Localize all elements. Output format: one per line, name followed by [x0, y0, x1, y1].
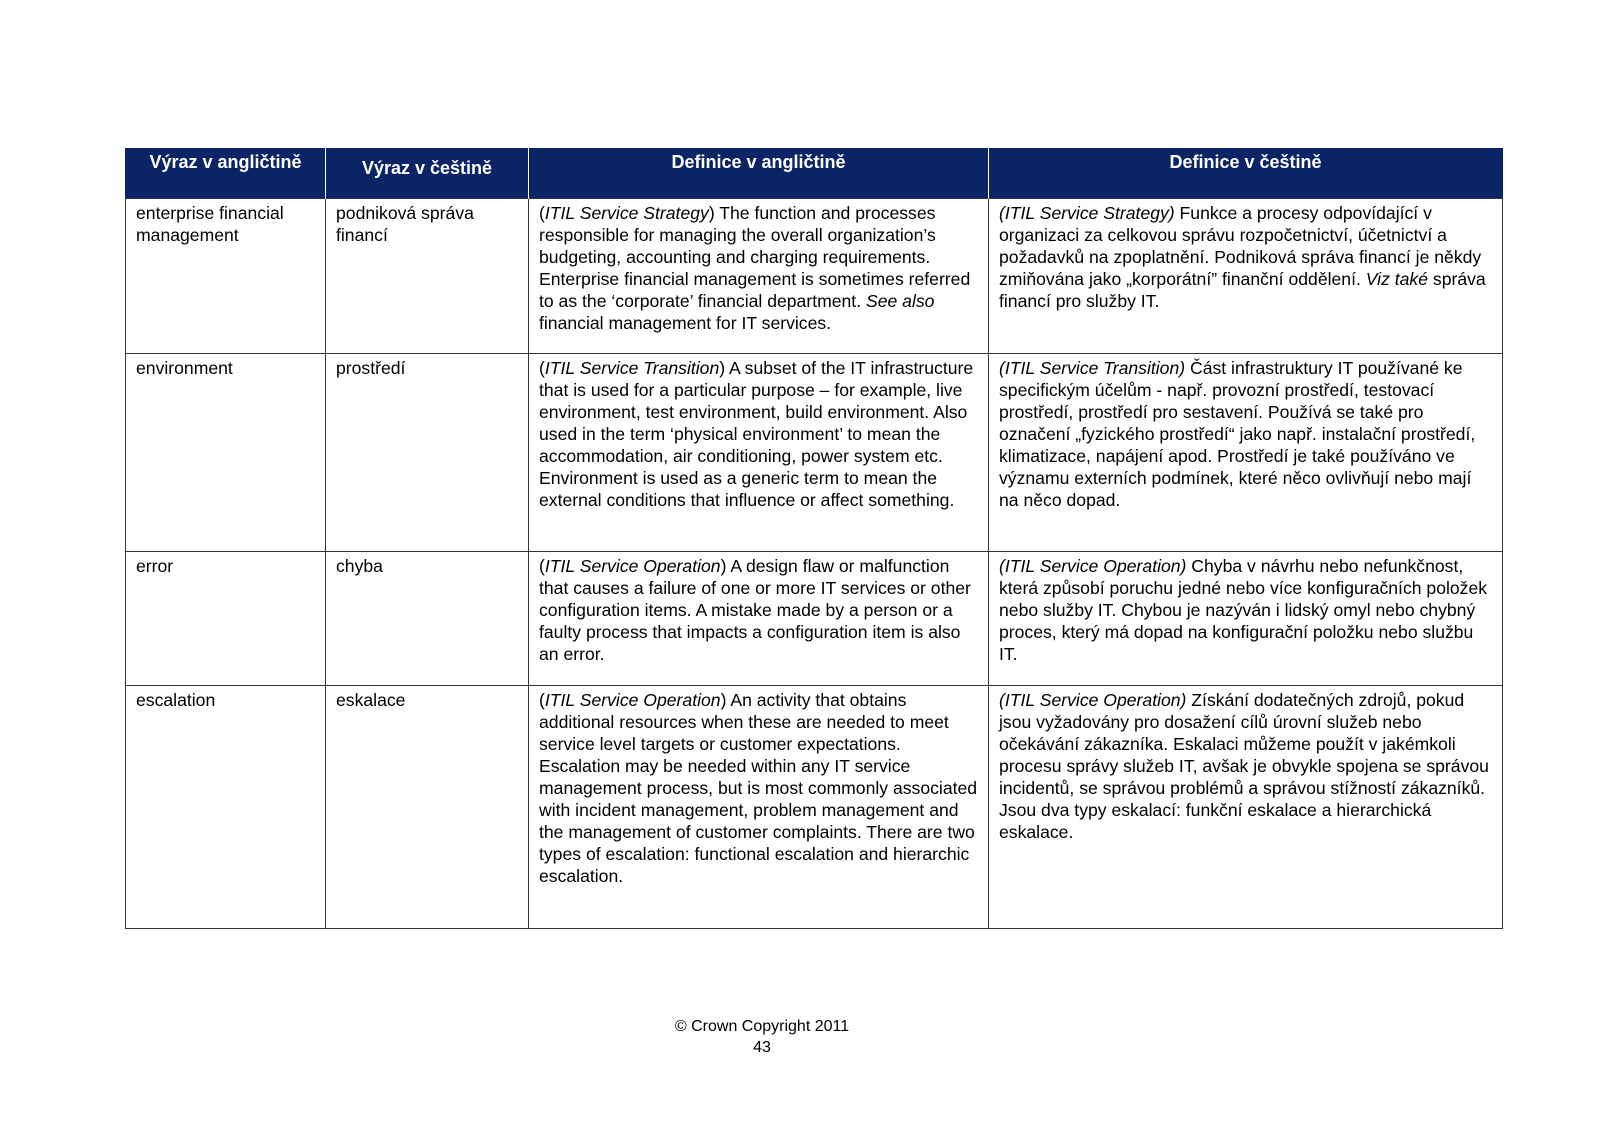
see-also-text: financial management for IT services. — [539, 313, 832, 333]
term-en-cell: error — [126, 552, 326, 686]
definition-body: Získání dodatečných zdrojů, pokud jsou vyžadovány pro dosažení cílů úrovní služeb nebo očekávání zákazníka. Eskalaci můžeme použít v jakémkoli procesu správy služeb IT, avšak je obvykle spojena se správou incidentů, se správou problémů a správou stížností zákazníků. Jsou dva typy eskalací: funkční eskalace a hierarchická eskalace. — [999, 690, 1489, 842]
definition-source: (ITIL Service Transition) — [999, 358, 1186, 378]
table-row — [126, 199, 1503, 354]
definition-source: ITIL Service Operation — [544, 556, 721, 576]
table-header-row — [126, 148, 1503, 199]
column-header-definition-en: Definice v angličtině — [529, 148, 989, 199]
definition-body: The function and processes responsible for managing the overall organization’s budgeting, accounting and charging requirements. Enterprise financial management is sometimes referred to as the ‘corporate’ financial department. — [539, 203, 971, 311]
table-row — [126, 354, 1503, 552]
term-cs-cell: prostředí — [326, 354, 529, 552]
definition-source: (ITIL Service Operation) — [999, 690, 1187, 710]
definition-source: ITIL Service Transition — [544, 358, 720, 378]
table-row — [126, 686, 1503, 929]
table-row — [126, 552, 1503, 686]
definition-en-cell: (ITIL Service Operation) A design flaw or malfunction that causes a failure of one or more IT services or other configuration items. A mistake made by a person or a faulty process that impacts a configuration item is also an error. — [529, 552, 989, 686]
term-cs-cell: podniková správa financí — [326, 199, 529, 354]
page-number: 43 — [753, 1039, 771, 1056]
definition-cs-cell — [989, 552, 1503, 686]
definition-en-cell: (ITIL Service Transition) A subset of the IT infrastructure that is used for a particular purpose – for example, live environment, test environment, build environment. Also used in the term ‘physical environment’ to mean the accommodation, air conditioning, power system etc. Environment is used as a generic term to mean the external conditions that influence or affect something. — [529, 354, 989, 552]
copyright-notice: © Crown Copyright 2011 — [674, 1018, 850, 1035]
see-also-text: správa financí pro služby IT. — [999, 269, 1486, 311]
definition-body: Funkce a procesy odpovídající v organizaci za celkovou správu rozpočetnictví, účetnictví a požadavků na zpoplatnění. Podniková správa financí je někdy zmiňována jako „korporátní” finanční oddělení. — [999, 203, 1482, 289]
term-en-cell: enterprise financial management — [126, 199, 326, 354]
definition-body: An activity that obtains additional resources when these are needed to meet service level targets or customer expectations. Escalation may be needed within any IT service management process, but is most commonly associated with incident management, problem management and the management of customer complaints. There are two types of escalation: functional escalation and hierarchic escalation. — [539, 690, 978, 886]
glossary-table — [125, 148, 1503, 929]
column-header-term-cs: Výraz v češtině — [326, 148, 529, 199]
definition-body: Chyba v návrhu nebo nefunkčnost, která způsobí poruchu jedné nebo více konfiguračních položek nebo služby IT. Chybou je nazýván i lidský omyl nebo chybný proces, který má dopad na konfigurační položku nebo službu IT. — [999, 556, 1488, 664]
definition-cs-cell — [989, 199, 1503, 354]
definition-en-cell: (ITIL Service Strategy) The function and processes responsible for managing the overall organization’s budgeting, accounting and charging requirements. Enterprise financial management is sometimes referred to as the ‘corporate’ financial department. See also financial management for IT services. — [529, 199, 989, 354]
definition-source: ITIL Service Strategy — [544, 203, 709, 223]
definition-cs-cell — [989, 686, 1503, 929]
term-cs-cell: eskalace — [326, 686, 529, 929]
term-en-cell: escalation — [126, 686, 326, 929]
definition-body: Část infrastruktury IT používané ke specifickým účelům - např. provozní prostředí, testovací prostředí, prostředí pro sestavení. Používá se také pro označení „fyzického prostředí“ jako např. instalační prostředí, klimatizace, napájení apod. Prostředí je také používáno ve významu externích podmínek, které něco ovlivňují nebo mají na něco dopad. — [999, 358, 1476, 510]
term-cs-cell: chyba — [326, 552, 529, 686]
definition-en-cell: (ITIL Service Operation) An activity that obtains additional resources when these are needed to meet service level targets or customer expectations. Escalation may be needed within any IT service management process, but is most commonly associated with incident management, problem management and the management of customer complaints. There are two types of escalation: functional escalation and hierarchic escalation. — [529, 686, 989, 929]
term-en-cell: environment — [126, 354, 326, 552]
definition-cs-cell — [989, 354, 1503, 552]
definition-body: A design flaw or malfunction that causes a failure of one or more IT services or other configuration items. A mistake made by a person or a faulty process that impacts a configuration item is also an error. — [539, 556, 971, 664]
see-also-label: See also — [865, 291, 935, 311]
see-also-label: Viz také — [1365, 269, 1429, 289]
column-header-term-en: Výraz v angličtině — [126, 148, 326, 199]
definition-source: (ITIL Service Operation) — [999, 556, 1187, 576]
definition-source: ITIL Service Operation — [544, 690, 721, 710]
column-header-definition-cs: Definice v češtině — [989, 148, 1503, 199]
definition-source: (ITIL Service Strategy) — [999, 203, 1175, 223]
definition-body: A subset of the IT infrastructure that is used for a particular purpose – for example, live environment, test environment, build environment. Also used in the term ‘physical environment’ to mean the accommodation, air conditioning, power system etc. Environment is used as a generic term to mean the external conditions that influence or affect something. — [539, 358, 974, 510]
